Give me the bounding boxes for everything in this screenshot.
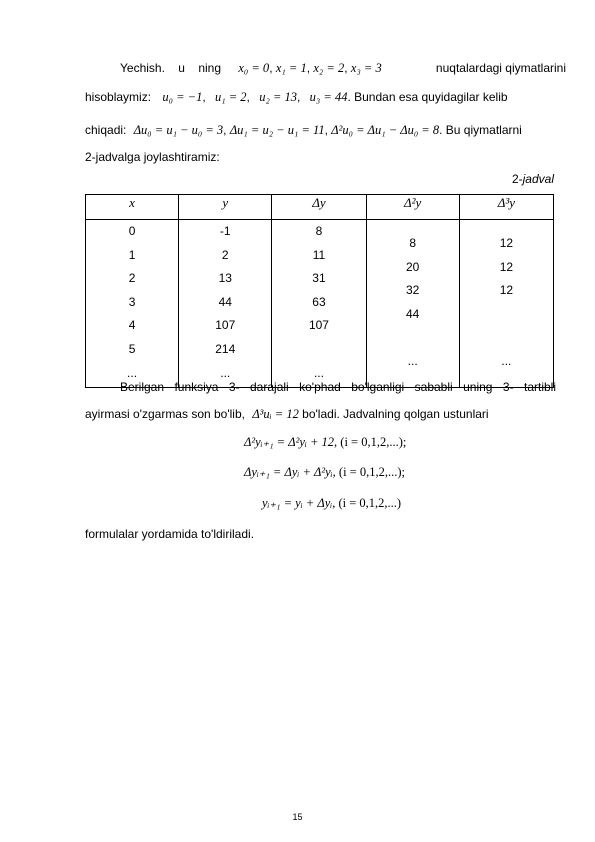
d3y-cell: ... <box>501 353 512 368</box>
d2y-cell <box>367 326 459 350</box>
d3y-cell: 12 <box>499 236 514 250</box>
formula-3-condition: , (i = 0,1,2,...) <box>332 496 402 510</box>
intro-word-ning: ning <box>198 61 221 75</box>
math-u2: u₂ = 13 <box>259 90 297 104</box>
formula-1-condition: , (i = 0,1,2,...); <box>334 435 407 449</box>
x-cell: 4 <box>128 318 136 333</box>
math-x2: x₂ = 2 <box>313 61 345 75</box>
y-cell: 214 <box>215 341 236 356</box>
x-cell: 0 <box>128 224 136 238</box>
formula-2 <box>244 464 405 480</box>
para2-text-a: ayirmasi o'zgarmas son bo'lib, <box>85 407 245 421</box>
table-label-word: jadval <box>522 172 554 186</box>
difference-table <box>85 194 554 388</box>
intro-tail-2: . Bundan esa quyidagilar kelib <box>347 90 508 104</box>
y-cell: ... <box>220 365 231 380</box>
col-delta-y <box>272 220 366 388</box>
table-header-row <box>86 195 554 220</box>
d3y-cell <box>460 303 553 327</box>
formula-1-expression: Δ²yᵢ₊₁ = Δ²yᵢ + 12 <box>244 435 335 449</box>
math-u1: u₁ = 2 <box>215 90 247 104</box>
intro-word-hisoblaymiz: hisoblaymiz: <box>85 90 152 104</box>
d2y-cell: 8 <box>409 236 417 250</box>
d2y-cell: 20 <box>406 259 420 274</box>
formula-2-expression: Δyᵢ₊₁ = Δyᵢ + Δ²yᵢ <box>244 465 333 479</box>
closing-line: formulalar yordamida to'ldiriladi. <box>85 527 255 541</box>
header-delta3-y: Δ³y <box>459 195 553 220</box>
para2-line-2 <box>85 404 555 424</box>
header-y: y <box>179 195 272 220</box>
dy-cell <box>272 338 365 362</box>
dy-cell: ... <box>313 365 324 380</box>
d2y-cell: 44 <box>406 306 420 321</box>
intro-word-yechish: Yechish. <box>120 61 165 75</box>
col-x <box>86 220 179 388</box>
formula-2-condition: , (i = 0,1,2,...); <box>332 465 405 479</box>
math-delta-u0: Δu₀ = u₁ − u₀ = 3 <box>133 123 224 137</box>
para2-text-b: bo'ladi. Jadvalning qolgan ustunlari <box>302 407 489 421</box>
intro-line-2: hisoblaymiz: u₀ = −1, u₁ = 2, u₂ = 13, u₃ = 44. Bundan esa quyidagilar kelib <box>85 90 508 104</box>
col-y <box>179 220 272 388</box>
d3y-cell <box>460 326 553 350</box>
intro-tail-3: . Bu qiymatlarni <box>439 123 522 137</box>
x-cell: 2 <box>128 271 136 286</box>
table-body-row <box>86 220 554 388</box>
dy-cell: 31 <box>312 271 326 286</box>
intro-word-chiqadi: chiqadi: <box>85 123 127 137</box>
x-cell: 5 <box>128 341 136 356</box>
intro-line-1: Yechish. u ning x₀ = 0, x₁ = 1, x₂ = 2, x₃ = 3 nuqtalardagi qiymatlarini <box>120 58 560 78</box>
col-delta2-y <box>366 220 459 388</box>
x-cell: 1 <box>128 247 136 262</box>
y-cell: -1 <box>219 224 231 238</box>
y-cell: 13 <box>218 271 232 286</box>
col-delta3-y <box>459 220 553 388</box>
formula-1 <box>244 434 406 450</box>
para2-line-1: Berilgan funksiya 3- darajali ko'phad bo'lganligi sababli uning 3- tartibli <box>120 380 556 394</box>
math-u0: u₀ = −1 <box>162 90 203 104</box>
x-cell: ... <box>127 365 138 380</box>
math-x1: x₁ = 1 <box>275 61 307 75</box>
table-label-number: 2- <box>511 172 523 186</box>
d3y-cell: 12 <box>499 259 514 274</box>
dy-cell: 8 <box>315 224 323 238</box>
dy-cell: 11 <box>312 247 326 262</box>
d2y-cell: ... <box>407 353 418 368</box>
intro-word-u: u <box>178 61 185 75</box>
page-number: 15 <box>292 812 303 822</box>
x-cell: 3 <box>128 294 136 309</box>
y-cell: 2 <box>221 247 229 262</box>
dy-cell: 63 <box>312 294 326 309</box>
header-delta2-y: Δ²y <box>366 195 459 220</box>
math-u3: u₃ = 44 <box>309 90 348 104</box>
formula-3 <box>262 495 401 511</box>
d3y-cell: 12 <box>499 283 514 298</box>
math-x3: x₃ = 3 <box>350 61 382 75</box>
math-delta3-u: Δ³uᵢ = 12 <box>252 407 299 421</box>
intro-tail-1: nuqtalardagi qiymatlarini <box>435 61 566 75</box>
intro-line-3: chiqadi: Δu₀ = u₁ − u₀ = 3, Δu₁ = u₂ − u₁ = 11, Δ²u₀ = Δu₁ − Δu₀ = 8. Bu qiymatlarni <box>85 123 522 137</box>
math-x0: x₀ = 0 <box>238 61 270 75</box>
intro-line-4: 2-jadvalga joylashtiramiz: <box>85 150 220 164</box>
math-delta2-u0: Δ²u₀ = Δu₁ − Δu₀ = 8 <box>331 123 440 137</box>
y-cell: 44 <box>218 294 232 309</box>
header-x: x <box>86 195 179 220</box>
formula-3-expression: yᵢ₊₁ = yᵢ + Δyᵢ <box>262 496 333 510</box>
d2y-cell: 32 <box>406 283 420 298</box>
header-delta-y: Δy <box>272 195 366 220</box>
dy-cell: 107 <box>308 318 329 333</box>
math-delta-u1: Δu₁ = u₂ − u₁ = 11 <box>229 123 325 137</box>
y-cell: 107 <box>215 318 236 333</box>
table-label <box>512 172 554 186</box>
